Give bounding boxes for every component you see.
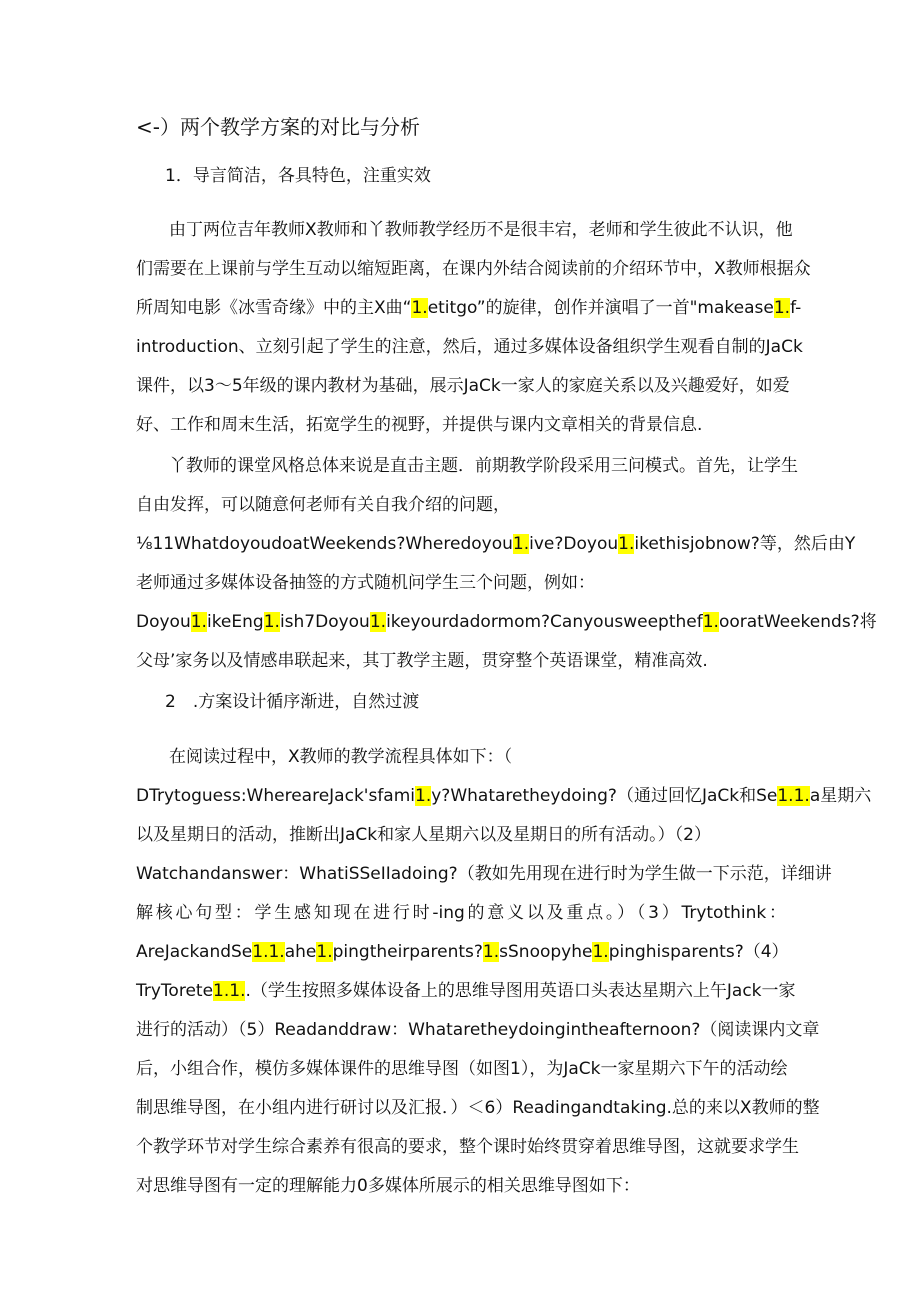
text-line: [136, 894, 786, 933]
text-line: [136, 855, 832, 894]
paragraph: [136, 211, 811, 445]
text-line: [136, 972, 796, 1011]
text-run: ikethisjobnow?等，然后由Y: [634, 534, 856, 554]
text-run: f-: [790, 298, 802, 318]
highlighted-text: 1.: [773, 298, 791, 318]
text-run: 个教学环节对学生综合素养有很高的要求，整个课时始终贯穿着思维导图，这就要求学生: [136, 1137, 799, 1157]
text-run: y?Whataretheydoing?（通过回忆JaCk和Se: [431, 786, 778, 806]
highlighted-text: 1.: [702, 612, 719, 632]
text-line: [136, 328, 803, 367]
paragraph: [136, 738, 872, 1206]
text-run: ish7Doyou: [279, 612, 370, 632]
text-run: 所周知电影《冰雪奇缘》中的主X曲“: [136, 298, 412, 318]
text-run: Watchandanswer：WhatiSSeIIadoing?（教如先用现在进行时为学生做一下示范，详细讲: [136, 864, 832, 884]
text-run: 解核心句型：学生感知现在进行时-ing的意义以及重点。）（3）Trytothink：: [136, 903, 786, 923]
text-line: [136, 1128, 799, 1167]
text-run: ⅛11WhatdoyoudoatWeekends?Wheredoyou: [136, 534, 513, 554]
highlighted-text: 1.: [316, 942, 333, 962]
text-line: [136, 816, 786, 855]
paragraph: [136, 447, 877, 681]
text-run: pinghisparents?（4）: [608, 942, 789, 962]
text-run: 好、工作和周末生活，拓宽学生的视野，并提供与课内文章相关的背景信息.: [136, 415, 703, 435]
text-line: [136, 525, 856, 564]
text-run: sSnoopyhe: [499, 942, 593, 962]
text-run: .（学生按照多媒体设备上的思维导图用英语口头表达星期六上午Jack一家: [245, 981, 796, 1001]
text-run: 自由发挥，可以随意何老师有关自我介绍的问题，: [136, 495, 510, 515]
text-line: [136, 250, 811, 289]
text-run: 课件，以3〜5年级的课内教材为基础，展示JaCk一家人的家庭关系以及兴趣爱好，如爱: [136, 376, 790, 396]
highlighted-text: 1.: [190, 612, 207, 632]
text-run: 以及星期日的活动，推断出JaCk和家人星期六以及星期日的所有活动。）（2）: [136, 825, 711, 845]
text-line: [136, 211, 793, 250]
text-run: 父母’家务以及情感串联起来，其丁教学主题，贯穿整个英语课堂，精准高效.: [136, 651, 708, 671]
text-run: Doyou: [136, 612, 191, 632]
text-run: ive?Doyou: [529, 534, 619, 554]
text-line: [136, 642, 786, 681]
subsection-2-title: 2 .方案设计循序渐进，自然过渡: [165, 692, 420, 712]
text-run: a星期六: [809, 786, 872, 806]
text-line: [136, 367, 790, 406]
text-line: [136, 564, 786, 603]
subsection-1-title: 1．导言简洁，各具特色，注重实效: [165, 166, 431, 186]
text-run: 丫教师的课堂风格总体来说是直击主题．前期教学阶段采用三问模式。首先，让学生: [169, 456, 798, 476]
text-line: [136, 486, 786, 525]
text-run: introduction、立刻引起了学生的注意，然后，通过多媒体设备组织学生观看自制的JaCk: [136, 337, 803, 357]
text-run: ooratWeekends?将: [718, 612, 877, 632]
highlighted-text: 1.: [512, 534, 530, 554]
text-line: [136, 933, 789, 972]
text-line: [136, 406, 786, 445]
text-run: 由丁两位吉年教师X教师和丫教师教学经历不是很丰宕，老师和学生彼此不认识，他: [169, 220, 793, 240]
text-run: etitgo”的旋律，创作并演唱了一首"makease: [427, 298, 774, 318]
highlighted-text: 1.: [369, 612, 387, 632]
highlighted-text: 1.: [411, 298, 428, 318]
text-line: [136, 738, 786, 777]
text-run: 在阅读过程中，X教师的教学流程具体如下：（: [169, 747, 513, 767]
text-line: [136, 1167, 786, 1206]
text-run: 对思维导图有一定的理解能力0多媒体所展示的相关思维导图如下：: [136, 1176, 640, 1196]
text-run: 制思维导图，在小组内进行研讨以及汇报．）＜6）Readingandtaking.总的来以X教师的整: [136, 1098, 820, 1118]
text-run: ahe: [284, 942, 317, 962]
highlighted-text: 1.1.: [252, 942, 285, 962]
text-run: 后，小组合作，模仿多媒体课件的思维导图（如图1），为JaCk一家星期六下午的活动绘: [136, 1059, 788, 1079]
section-heading: <-）两个教学方案的对比与分析: [136, 115, 420, 139]
highlighted-text: 1.1.: [213, 981, 246, 1001]
highlighted-text: 1.: [415, 786, 432, 806]
highlighted-text: 1.: [592, 942, 609, 962]
text-run: AreJackandSe: [136, 942, 253, 962]
text-run: ikeyourdadormom?Canyousweepthef: [386, 612, 703, 632]
text-run: 进行的活动）（5）Readanddraw：Whataretheydoingintheafternoon?（阅读课内文章: [136, 1020, 820, 1040]
text-run: 们需要在上课前与学生互动以缩短距离，在课内外结合阅读前的介绍环节中，X教师根据众: [136, 259, 811, 279]
text-line: [136, 603, 877, 642]
text-line: [136, 1011, 820, 1050]
highlighted-text: 1.: [618, 534, 635, 554]
highlighted-text: 1.: [263, 612, 280, 632]
text-run: pingtheirparents?: [332, 942, 483, 962]
text-line: [136, 1050, 786, 1089]
highlighted-text: 1.1.: [777, 786, 810, 806]
text-line: [136, 1089, 820, 1128]
text-run: TryTorete: [136, 981, 214, 1001]
text-line: [136, 289, 802, 328]
text-run: ikeEng: [206, 612, 264, 632]
text-line: [136, 447, 798, 486]
text-run: DTrytoguess:WhereareJack'sfami: [136, 786, 416, 806]
text-run: 老师通过多媒体设备抽签的方式随机问学生三个问题，例如：: [136, 573, 595, 593]
text-line: [136, 777, 872, 816]
highlighted-text: 1.: [482, 942, 500, 962]
